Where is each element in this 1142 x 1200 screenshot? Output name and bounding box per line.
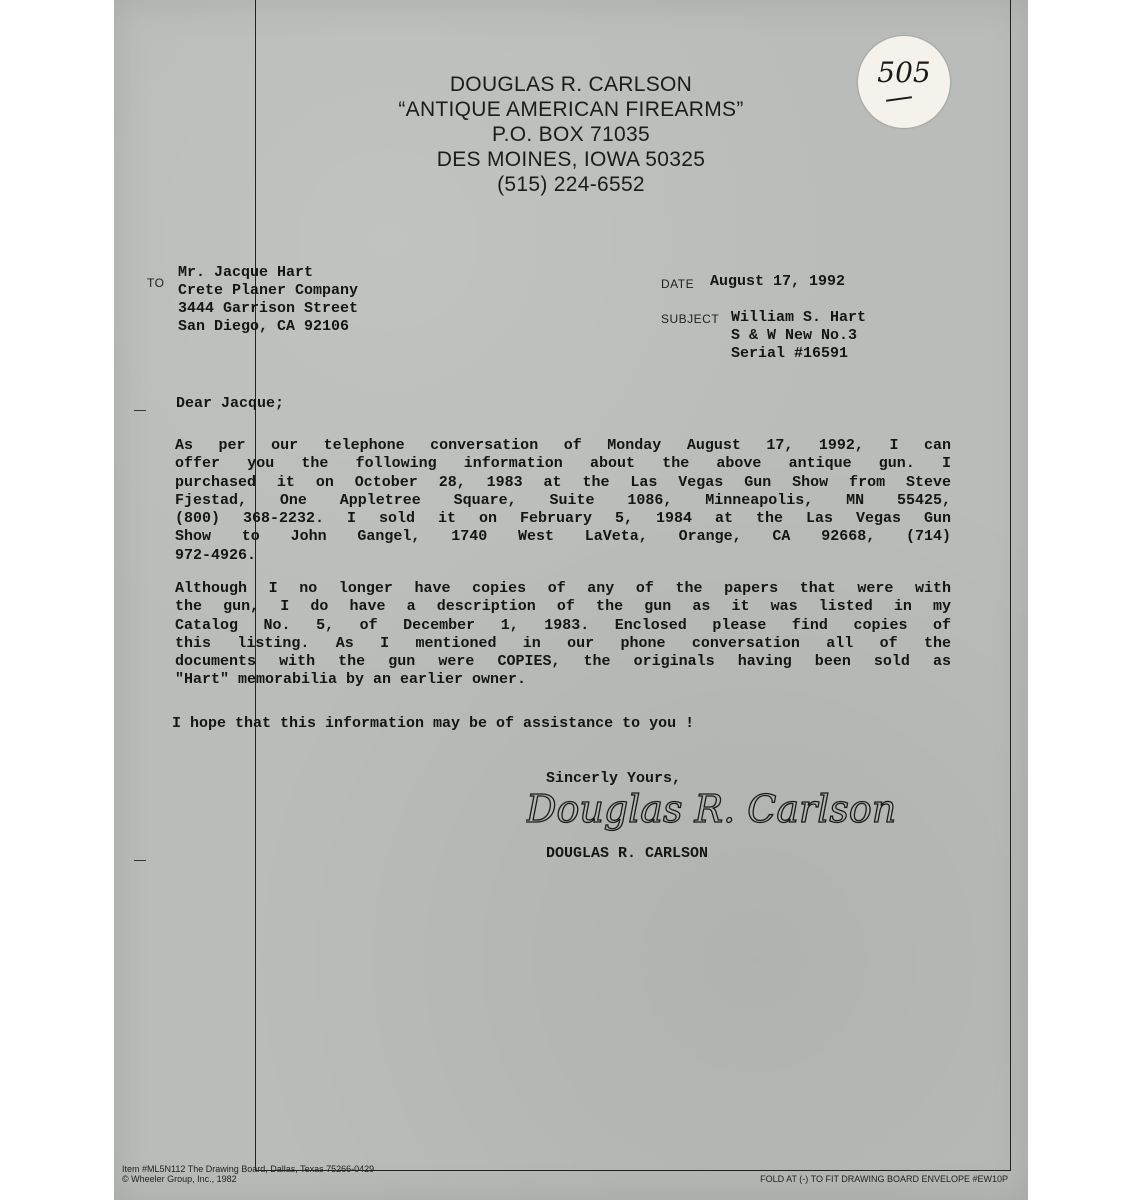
handwritten-signature xyxy=(526,778,916,838)
subject-lines xyxy=(731,309,866,363)
signer-name: DOUGLAS R. CARLSON xyxy=(546,845,709,862)
signature-glyphs: Douglas R. Carlson xyxy=(526,787,897,831)
letterhead-phone: (515) 224-6552 xyxy=(497,173,645,196)
closing: Sincerly Yours, xyxy=(546,770,682,787)
body-paragraph-2 xyxy=(175,580,951,690)
letterhead-po-box: P.O. BOX 71035 xyxy=(492,123,650,146)
subject-line: S & W New No.3 xyxy=(731,327,858,344)
body-line: Catalog No. 5, of December 1, 1983. Enclosed please find copies of xyxy=(175,616,951,634)
body-paragraph-1 xyxy=(175,437,951,565)
letterhead-business: “ANTIQUE AMERICAN FIREARMS” xyxy=(398,98,744,121)
to-label: TO xyxy=(147,276,165,290)
body-line: I hope that this information may be of assistance to you ! xyxy=(172,715,695,732)
letterhead-name: DOUGLAS R. CARLSON xyxy=(449,73,693,96)
body-line: As per our telephone conversation of Monday August 17, 1992, I can xyxy=(175,437,951,454)
recipient-line: Crete Planer Company xyxy=(178,282,359,299)
item-number-badge xyxy=(858,36,950,128)
body-paragraph-3 xyxy=(172,715,948,733)
letter-page xyxy=(114,0,1028,1200)
body-line: the gun, I do have a description of the gun as it was listed in my xyxy=(175,598,951,616)
recipient-address xyxy=(178,264,358,336)
footer-item-line: Item #ML5N112 The Drawing Board, Dallas, Texas 75266-0429 xyxy=(122,1164,375,1174)
body-line: documents with the gun were COPIES, the originals having been sold as xyxy=(175,653,951,671)
item-number-underline xyxy=(886,96,912,102)
footer-right: FOLD AT (-) TO FIT DRAWING BOARD ENVELOPE #EW10P xyxy=(760,1174,1008,1184)
recipient-line: San Diego, CA 92106 xyxy=(178,318,350,335)
body-line: this listing. As I mentioned in our phone conversation all of the xyxy=(175,634,951,652)
body-line: Although I no longer have copies of any of the papers that were with xyxy=(175,580,951,597)
subject-line: Serial #16591 xyxy=(731,345,849,362)
footer-left xyxy=(122,1164,374,1184)
recipient-line: Mr. Jacque Hart xyxy=(178,264,314,281)
body-line: purchased it on October 28, 1983 at the Las Vegas Gun Show from Steve xyxy=(175,473,951,491)
fold-mark-top xyxy=(134,410,146,411)
subject-line: William S. Hart xyxy=(731,309,867,326)
date-value: August 17, 1992 xyxy=(710,273,846,290)
fold-mark-bottom xyxy=(134,860,146,861)
salutation: Dear Jacque; xyxy=(176,395,285,412)
body-line: Fjestad, One Appletree Square, Suite 1086, Minneapolis, MN 55425, xyxy=(175,491,951,509)
body-line: (800) 368-2232. I sold it on February 5, 1984 at the Las Vegas Gun xyxy=(175,510,951,528)
recipient-line: 3444 Garrison Street xyxy=(178,300,359,317)
body-line: 972-4926. xyxy=(175,546,257,564)
item-number: 505 xyxy=(877,56,931,89)
body-line: "Hart" memorabilia by an earlier owner. xyxy=(175,671,527,689)
date-label: DATE xyxy=(661,277,695,291)
body-line: offer you the following information about the above antique gun. I xyxy=(175,455,951,473)
letterhead-city: DES MOINES, IOWA 50325 xyxy=(436,148,706,171)
footer-copyright-line: © Wheeler Group, Inc., 1982 xyxy=(122,1174,237,1184)
subject-label: SUBJECT xyxy=(661,312,720,326)
body-line: Show to John Gangel, 1740 West LaVeta, Orange, CA 92668, (714) xyxy=(175,528,951,546)
